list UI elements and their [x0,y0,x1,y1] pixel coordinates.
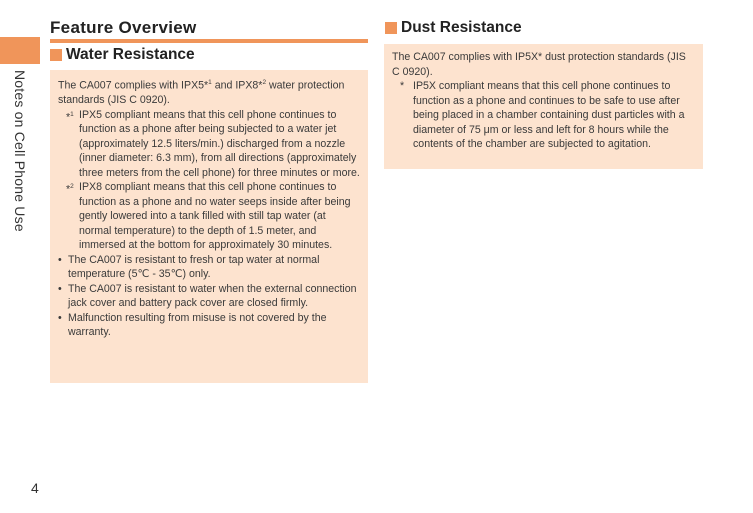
bullet-dot-icon: • [58,282,62,295]
dust-resistance-heading-text: Dust Resistance [401,19,522,36]
bullet-dot-icon: • [58,253,62,266]
water-footnote-2: *$^2$ IPX8 compliant means that this cell phone continues to function as a phone and no water seeps inside after being gently lowered into a tank filled with still tap water (at normal temperature) to the depth of 1.5 meter, and immersed at the bottom for approximately 30 minutes. [66,181,351,252]
page-number: 4 [31,480,39,496]
water-resistance-heading-text: Water Resistance [66,46,195,63]
water-bullet-item: • The CA007 is resistant to fresh or tap water at normal temperature (5℃ - 35℃) only. [58,253,320,281]
square-bullet-icon [385,22,397,34]
chapter-tab-marker [0,37,40,64]
water-intro: The CA007 complies with IPX5*$^1$ and IPX8*$^2$ water protection standards (JIS C 0920). [58,79,345,107]
water-resistance-heading [50,46,195,64]
page-title: Feature Overview [50,18,368,43]
bullet-dot-icon: • [58,311,62,324]
dust-resistance-box [384,44,703,169]
water-bullet-item: • Malfunction resulting from misuse is not covered by the warranty. [58,311,327,339]
water-resistance-box [50,70,368,383]
dust-footnote: * IP5X compliant means that this cell phone continues to function as a phone and continues to be safe to use after being placed in a chamber containing dust particles with a diameter of 75 μm or less and left for 8 hours while the contents of the chamber are subjected to agitation. [400,80,685,150]
square-bullet-icon [50,49,62,61]
dust-resistance-heading [385,19,522,37]
water-footnote-1: *$^1$ IPX5 compliant means that this cell phone continues to function as a phone after being subjected to a water jet (approximately 12.5 liters/min.) discharged from a nozzle (inner diameter: 6.3 mm), from all directions (approximately three meters from the cell phone) for three minutes or more. [66,108,360,179]
chapter-side-label: Notes on Cell Phone Use [12,70,28,232]
water-bullet-item: • The CA007 is resistant to water when the external connection jack cover and battery pack cover are closed firmly. [58,282,357,310]
dust-intro: The CA007 complies with IP5X* dust protection standards (JIS C 0920). [392,51,686,78]
